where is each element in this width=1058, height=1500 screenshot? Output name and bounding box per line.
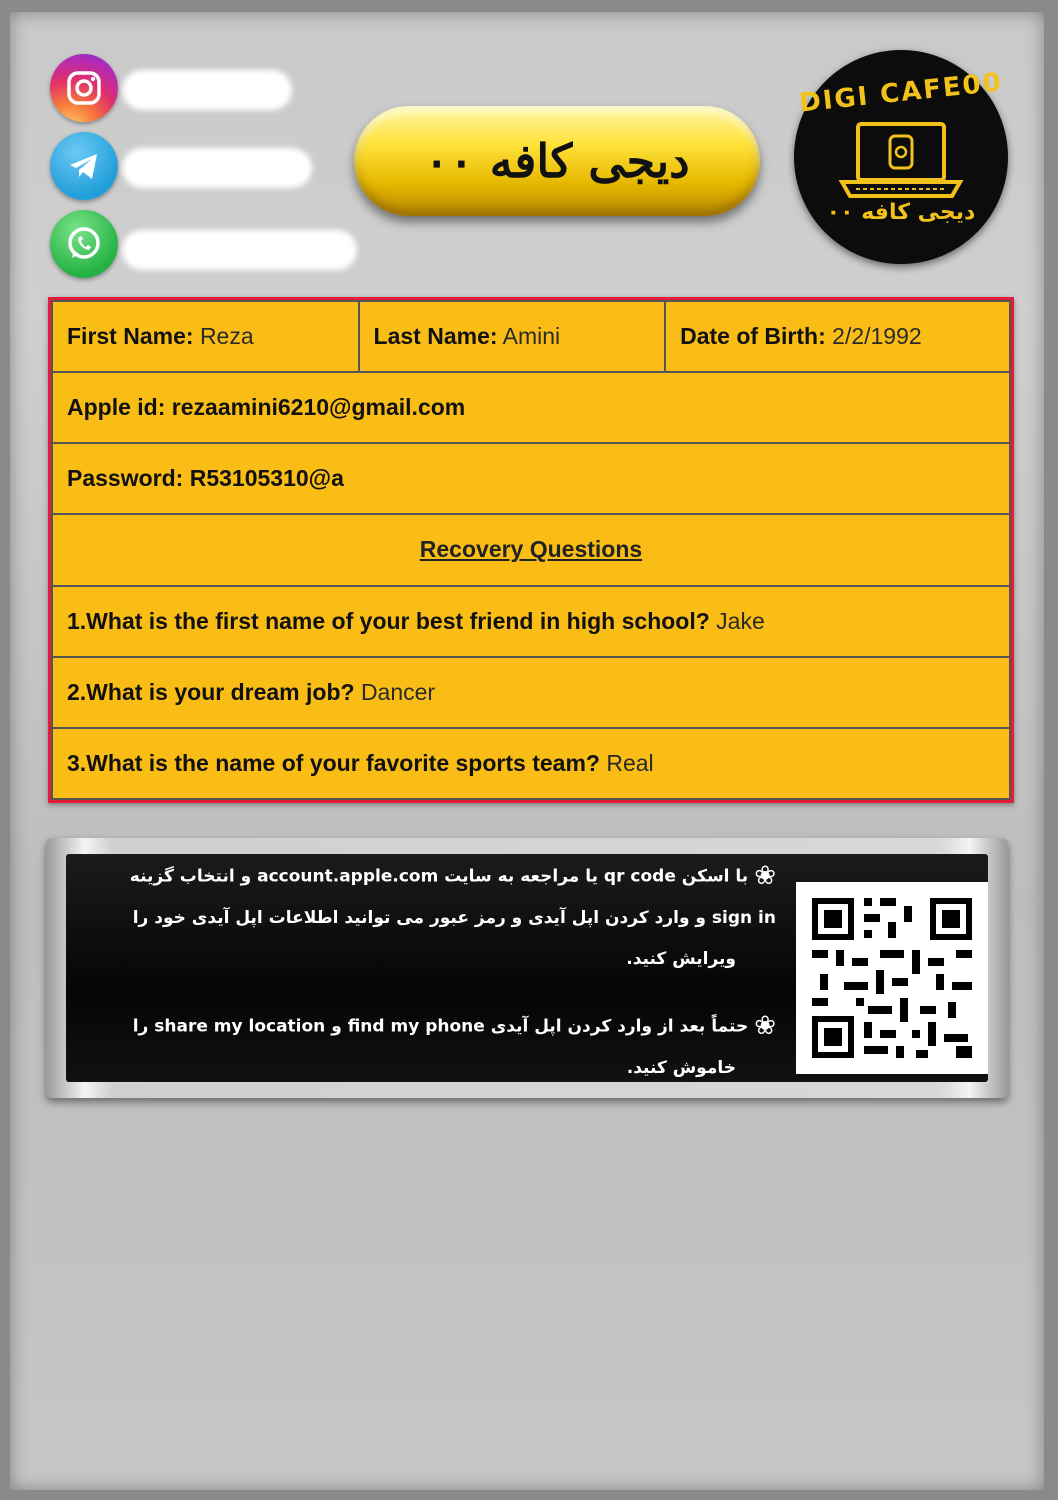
instruction-line-5: خاموش کنید.: [626, 1057, 736, 1078]
whatsapp-icon: [50, 210, 118, 278]
redacted-handle: [122, 70, 292, 110]
social-whatsapp: [50, 210, 350, 280]
account-info-table: [48, 297, 1014, 803]
instruction-2: [106, 1006, 776, 1089]
recovery-question-2: [52, 657, 1010, 728]
password-label: Password:: [67, 465, 184, 492]
table-row: [52, 586, 1010, 657]
logo-brand-text: DIGI CAFE00: [797, 67, 1005, 119]
password-cell: [52, 443, 1010, 514]
redacted-handle: [122, 230, 357, 270]
instruction-line-1: با اسکن qr code یا مراجعه به سایت account.apple.com و انتخاب گزینه: [129, 866, 749, 887]
question-answer: Jake: [716, 607, 765, 634]
instruction-line-3: ویرایش کنید.: [626, 948, 736, 969]
recovery-question-1: [52, 586, 1010, 657]
instructions-panel: [46, 838, 1008, 1098]
apple-id-cell: [52, 372, 1010, 443]
instagram-icon: [50, 54, 118, 122]
qr-code-graphic: [796, 882, 988, 1074]
instruction-line-2: sign in و وارد کردن اپل آیدی و رمز عبور می توانید اطلاعات اپل آیدی خود را: [132, 907, 776, 928]
table-row: [52, 372, 1010, 443]
recovery-title-cell: [52, 514, 1010, 585]
brand-logo: [794, 50, 1008, 264]
social-telegram: [50, 132, 350, 202]
instructions-inner: [66, 854, 988, 1082]
question-text: 2.What is your dream job?: [67, 678, 355, 705]
table-row: [52, 657, 1010, 728]
question-text: 1.What is the first name of your best friend in high school?: [67, 607, 710, 634]
telegram-icon: [50, 132, 118, 200]
question-answer: Real: [606, 749, 654, 776]
recovery-question-3: [52, 728, 1010, 799]
table-row: [52, 301, 1010, 372]
question-answer: Dancer: [360, 678, 436, 705]
apple-id-label: Apple id:: [67, 394, 166, 421]
first-name-label: First Name:: [67, 323, 194, 350]
last-name-label: Last Name:: [373, 323, 498, 350]
apple-id-value: rezaamini6210@gmail.com: [171, 394, 466, 421]
flower-bullet-icon: ❀: [754, 861, 776, 891]
last-name-value: Amini: [502, 323, 561, 350]
table-row: [52, 728, 1010, 799]
dob-label: Date of Birth:: [680, 323, 826, 350]
flower-bullet-icon: ❀: [754, 1011, 776, 1041]
laptop-icon: [836, 120, 966, 200]
recovery-questions-title: Recovery Questions: [419, 536, 643, 563]
first-name-cell: [52, 301, 359, 372]
last-name-cell: [359, 301, 666, 372]
dob-cell: [665, 301, 1010, 372]
password-value: R53105310@a: [189, 465, 344, 492]
dob-value: 2/2/1992: [832, 323, 922, 350]
document-page: [10, 12, 1044, 1490]
question-text: 3.What is the name of your favorite sports team?: [67, 749, 600, 776]
redacted-handle: [122, 148, 312, 188]
qr-code[interactable]: [796, 882, 988, 1074]
instruction-1: [106, 856, 776, 980]
instruction-line-4: حتماً بعد از وارد کردن اپل آیدی find my phone و share my location را: [132, 1016, 749, 1037]
table-row: [52, 443, 1010, 514]
banner-text: دیجی کافه ۰۰: [424, 134, 690, 188]
logo-subtitle: دیجی کافه ۰۰: [826, 200, 976, 225]
brand-banner: [354, 106, 760, 216]
first-name-value: Reza: [199, 323, 254, 350]
social-instagram: [50, 54, 350, 124]
table-row: [52, 514, 1010, 585]
